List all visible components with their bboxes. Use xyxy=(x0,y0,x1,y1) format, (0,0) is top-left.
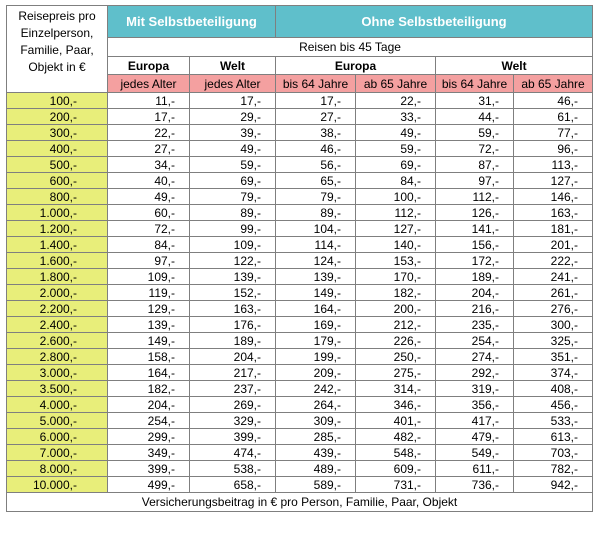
premium-cell: 69,- xyxy=(190,173,276,189)
trip-price-cell: 1.200,- xyxy=(7,221,108,237)
premium-cell: 439,- xyxy=(276,445,356,461)
premium-cell: 300,- xyxy=(514,317,593,333)
premium-cell: 212,- xyxy=(356,317,436,333)
premium-cell: 200,- xyxy=(356,301,436,317)
table-row xyxy=(7,109,593,125)
premium-cell: 113,- xyxy=(514,157,593,173)
premium-cell: 96,- xyxy=(514,141,593,157)
premium-cell: 274,- xyxy=(436,349,514,365)
premium-cell: 254,- xyxy=(436,333,514,349)
premium-cell: 112,- xyxy=(356,205,436,221)
premium-cell: 292,- xyxy=(436,365,514,381)
premium-cell: 182,- xyxy=(356,285,436,301)
table-row xyxy=(7,221,593,237)
premium-cell: 39,- xyxy=(190,125,276,141)
trip-price-cell: 1.000,- xyxy=(7,205,108,221)
premium-cell: 399,- xyxy=(190,429,276,445)
table-row xyxy=(7,125,593,141)
premium-cell: 179,- xyxy=(276,333,356,349)
premium-cell: 114,- xyxy=(276,237,356,253)
premium-cell: 204,- xyxy=(108,397,190,413)
table-row xyxy=(7,477,593,493)
premium-cell: 250,- xyxy=(356,349,436,365)
footer-note: Versicherungsbeitrag in € pro Person, Familie, Paar, Objekt xyxy=(7,493,593,512)
table-row xyxy=(7,285,593,301)
premium-cell: 264,- xyxy=(276,397,356,413)
premium-cell: 235,- xyxy=(436,317,514,333)
region-welt-with: Welt xyxy=(190,57,276,75)
table-row xyxy=(7,317,593,333)
premium-cell: 169,- xyxy=(276,317,356,333)
premium-cell: 479,- xyxy=(436,429,514,445)
insurance-price-table xyxy=(6,5,593,512)
premium-cell: 942,- xyxy=(514,477,593,493)
premium-cell: 79,- xyxy=(190,189,276,205)
premium-cell: 417,- xyxy=(436,413,514,429)
premium-cell: 489,- xyxy=(276,461,356,477)
trip-price-cell: 2.400,- xyxy=(7,317,108,333)
premium-cell: 49,- xyxy=(190,141,276,157)
premium-cell: 241,- xyxy=(514,269,593,285)
premium-cell: 40,- xyxy=(108,173,190,189)
table-row xyxy=(7,141,593,157)
header-with-deductible: Mit Selbstbeteiligung xyxy=(108,6,276,38)
trip-price-cell: 3.500,- xyxy=(7,381,108,397)
premium-cell: 703,- xyxy=(514,445,593,461)
premium-cell: 31,- xyxy=(436,93,514,109)
premium-cell: 474,- xyxy=(190,445,276,461)
table-row xyxy=(7,253,593,269)
trip-price-cell: 2.000,- xyxy=(7,285,108,301)
region-europa-with: Europa xyxy=(108,57,190,75)
table-body xyxy=(7,6,593,512)
trip-price-cell: 10.000,- xyxy=(7,477,108,493)
premium-cell: 112,- xyxy=(436,189,514,205)
trip-price-cell: 200,- xyxy=(7,109,108,125)
trip-price-cell: 600,- xyxy=(7,173,108,189)
trip-price-cell: 800,- xyxy=(7,189,108,205)
premium-cell: 59,- xyxy=(356,141,436,157)
age-group-cell: bis 64 Jahre xyxy=(276,75,356,93)
age-group-cell: jedes Alter xyxy=(108,75,190,93)
premium-cell: 140,- xyxy=(356,237,436,253)
premium-cell: 346,- xyxy=(356,397,436,413)
premium-cell: 609,- xyxy=(356,461,436,477)
table-row xyxy=(7,333,593,349)
trip-price-cell: 2.600,- xyxy=(7,333,108,349)
premium-cell: 456,- xyxy=(514,397,593,413)
premium-cell: 181,- xyxy=(514,221,593,237)
premium-cell: 122,- xyxy=(190,253,276,269)
premium-cell: 163,- xyxy=(514,205,593,221)
premium-cell: 309,- xyxy=(276,413,356,429)
table-row xyxy=(7,93,593,109)
corner-label: Reisepreis pro Einzelperson, Familie, Paar, Objekt in € xyxy=(7,6,108,93)
table-row xyxy=(7,189,593,205)
table-row xyxy=(7,237,593,253)
premium-cell: 482,- xyxy=(356,429,436,445)
premium-cell: 124,- xyxy=(276,253,356,269)
footer-row xyxy=(7,493,593,512)
premium-cell: 72,- xyxy=(436,141,514,157)
premium-cell: 782,- xyxy=(514,461,593,477)
premium-cell: 153,- xyxy=(356,253,436,269)
premium-cell: 89,- xyxy=(276,205,356,221)
premium-cell: 237,- xyxy=(190,381,276,397)
table-row xyxy=(7,269,593,285)
premium-cell: 139,- xyxy=(108,317,190,333)
premium-cell: 146,- xyxy=(514,189,593,205)
table-row xyxy=(7,429,593,445)
premium-cell: 611,- xyxy=(436,461,514,477)
premium-cell: 351,- xyxy=(514,349,593,365)
premium-cell: 275,- xyxy=(356,365,436,381)
premium-cell: 60,- xyxy=(108,205,190,221)
premium-cell: 46,- xyxy=(514,93,593,109)
premium-cell: 613,- xyxy=(514,429,593,445)
premium-cell: 319,- xyxy=(436,381,514,397)
premium-cell: 189,- xyxy=(436,269,514,285)
premium-cell: 349,- xyxy=(108,445,190,461)
table-row xyxy=(7,397,593,413)
premium-cell: 89,- xyxy=(190,205,276,221)
premium-cell: 109,- xyxy=(108,269,190,285)
premium-cell: 79,- xyxy=(276,189,356,205)
premium-cell: 27,- xyxy=(276,109,356,125)
premium-cell: 87,- xyxy=(436,157,514,173)
premium-cell: 56,- xyxy=(276,157,356,173)
premium-cell: 33,- xyxy=(356,109,436,125)
premium-cell: 533,- xyxy=(514,413,593,429)
premium-cell: 46,- xyxy=(276,141,356,157)
premium-cell: 29,- xyxy=(190,109,276,125)
premium-cell: 163,- xyxy=(190,301,276,317)
premium-cell: 17,- xyxy=(108,109,190,125)
table-row xyxy=(7,445,593,461)
premium-cell: 22,- xyxy=(108,125,190,141)
premium-cell: 156,- xyxy=(436,237,514,253)
premium-cell: 49,- xyxy=(108,189,190,205)
trip-price-cell: 300,- xyxy=(7,125,108,141)
table-row xyxy=(7,365,593,381)
premium-cell: 201,- xyxy=(514,237,593,253)
premium-cell: 299,- xyxy=(108,429,190,445)
premium-cell: 99,- xyxy=(190,221,276,237)
region-welt-without: Welt xyxy=(436,57,593,75)
premium-cell: 254,- xyxy=(108,413,190,429)
age-group-cell: ab 65 Jahre xyxy=(356,75,436,93)
trip-price-cell: 4.000,- xyxy=(7,397,108,413)
premium-cell: 658,- xyxy=(190,477,276,493)
premium-cell: 314,- xyxy=(356,381,436,397)
trip-price-cell: 400,- xyxy=(7,141,108,157)
premium-cell: 736,- xyxy=(436,477,514,493)
table-row xyxy=(7,173,593,189)
premium-cell: 204,- xyxy=(436,285,514,301)
premium-cell: 69,- xyxy=(356,157,436,173)
premium-cell: 129,- xyxy=(108,301,190,317)
premium-cell: 34,- xyxy=(108,157,190,173)
premium-cell: 59,- xyxy=(436,125,514,141)
premium-cell: 22,- xyxy=(356,93,436,109)
premium-cell: 374,- xyxy=(514,365,593,381)
premium-cell: 11,- xyxy=(108,93,190,109)
premium-cell: 127,- xyxy=(514,173,593,189)
region-europa-without: Europa xyxy=(276,57,436,75)
premium-cell: 44,- xyxy=(436,109,514,125)
table-row xyxy=(7,205,593,221)
table-row xyxy=(7,413,593,429)
premium-cell: 589,- xyxy=(276,477,356,493)
table-row xyxy=(7,349,593,365)
premium-cell: 499,- xyxy=(108,477,190,493)
premium-cell: 731,- xyxy=(356,477,436,493)
premium-cell: 217,- xyxy=(190,365,276,381)
premium-cell: 538,- xyxy=(190,461,276,477)
premium-cell: 119,- xyxy=(108,285,190,301)
premium-cell: 189,- xyxy=(190,333,276,349)
trip-price-cell: 3.000,- xyxy=(7,365,108,381)
premium-cell: 172,- xyxy=(436,253,514,269)
premium-cell: 401,- xyxy=(356,413,436,429)
premium-cell: 100,- xyxy=(356,189,436,205)
premium-cell: 97,- xyxy=(108,253,190,269)
premium-cell: 408,- xyxy=(514,381,593,397)
premium-cell: 269,- xyxy=(190,397,276,413)
table-row xyxy=(7,301,593,317)
premium-cell: 139,- xyxy=(190,269,276,285)
premium-cell: 152,- xyxy=(190,285,276,301)
premium-cell: 77,- xyxy=(514,125,593,141)
premium-cell: 141,- xyxy=(436,221,514,237)
trip-price-cell: 1.800,- xyxy=(7,269,108,285)
age-group-cell: bis 64 Jahre xyxy=(436,75,514,93)
premium-cell: 38,- xyxy=(276,125,356,141)
premium-cell: 399,- xyxy=(108,461,190,477)
premium-cell: 182,- xyxy=(108,381,190,397)
premium-cell: 109,- xyxy=(190,237,276,253)
premium-cell: 104,- xyxy=(276,221,356,237)
trip-price-cell: 6.000,- xyxy=(7,429,108,445)
age-group-cell: jedes Alter xyxy=(190,75,276,93)
premium-cell: 548,- xyxy=(356,445,436,461)
premium-cell: 242,- xyxy=(276,381,356,397)
premium-cell: 127,- xyxy=(356,221,436,237)
premium-cell: 176,- xyxy=(190,317,276,333)
header-row-groups xyxy=(7,6,593,38)
table-row xyxy=(7,381,593,397)
trip-price-cell: 2.200,- xyxy=(7,301,108,317)
trip-price-cell: 100,- xyxy=(7,93,108,109)
premium-cell: 61,- xyxy=(514,109,593,125)
premium-cell: 285,- xyxy=(276,429,356,445)
table-row xyxy=(7,157,593,173)
premium-cell: 164,- xyxy=(276,301,356,317)
premium-cell: 356,- xyxy=(436,397,514,413)
premium-cell: 126,- xyxy=(436,205,514,221)
trip-price-cell: 2.800,- xyxy=(7,349,108,365)
trip-price-cell: 1.400,- xyxy=(7,237,108,253)
premium-cell: 276,- xyxy=(514,301,593,317)
premium-cell: 84,- xyxy=(356,173,436,189)
premium-cell: 325,- xyxy=(514,333,593,349)
premium-cell: 17,- xyxy=(190,93,276,109)
premium-cell: 158,- xyxy=(108,349,190,365)
premium-cell: 549,- xyxy=(436,445,514,461)
premium-cell: 27,- xyxy=(108,141,190,157)
premium-cell: 216,- xyxy=(436,301,514,317)
trip-price-cell: 1.600,- xyxy=(7,253,108,269)
premium-cell: 65,- xyxy=(276,173,356,189)
premium-cell: 170,- xyxy=(356,269,436,285)
premium-cell: 222,- xyxy=(514,253,593,269)
trip-duration-label: Reisen bis 45 Tage xyxy=(108,38,593,57)
premium-cell: 59,- xyxy=(190,157,276,173)
premium-cell: 261,- xyxy=(514,285,593,301)
table-row xyxy=(7,461,593,477)
age-group-cell: ab 65 Jahre xyxy=(514,75,593,93)
premium-cell: 17,- xyxy=(276,93,356,109)
trip-price-cell: 500,- xyxy=(7,157,108,173)
premium-cell: 164,- xyxy=(108,365,190,381)
premium-cell: 84,- xyxy=(108,237,190,253)
premium-cell: 329,- xyxy=(190,413,276,429)
trip-price-cell: 8.000,- xyxy=(7,461,108,477)
premium-cell: 49,- xyxy=(356,125,436,141)
premium-cell: 139,- xyxy=(276,269,356,285)
premium-cell: 199,- xyxy=(276,349,356,365)
trip-price-cell: 7.000,- xyxy=(7,445,108,461)
trip-price-cell: 5.000,- xyxy=(7,413,108,429)
premium-cell: 97,- xyxy=(436,173,514,189)
header-without-deductible: Ohne Selbstbeteiligung xyxy=(276,6,593,38)
premium-cell: 149,- xyxy=(108,333,190,349)
premium-cell: 226,- xyxy=(356,333,436,349)
premium-cell: 72,- xyxy=(108,221,190,237)
premium-cell: 149,- xyxy=(276,285,356,301)
premium-cell: 209,- xyxy=(276,365,356,381)
premium-cell: 204,- xyxy=(190,349,276,365)
